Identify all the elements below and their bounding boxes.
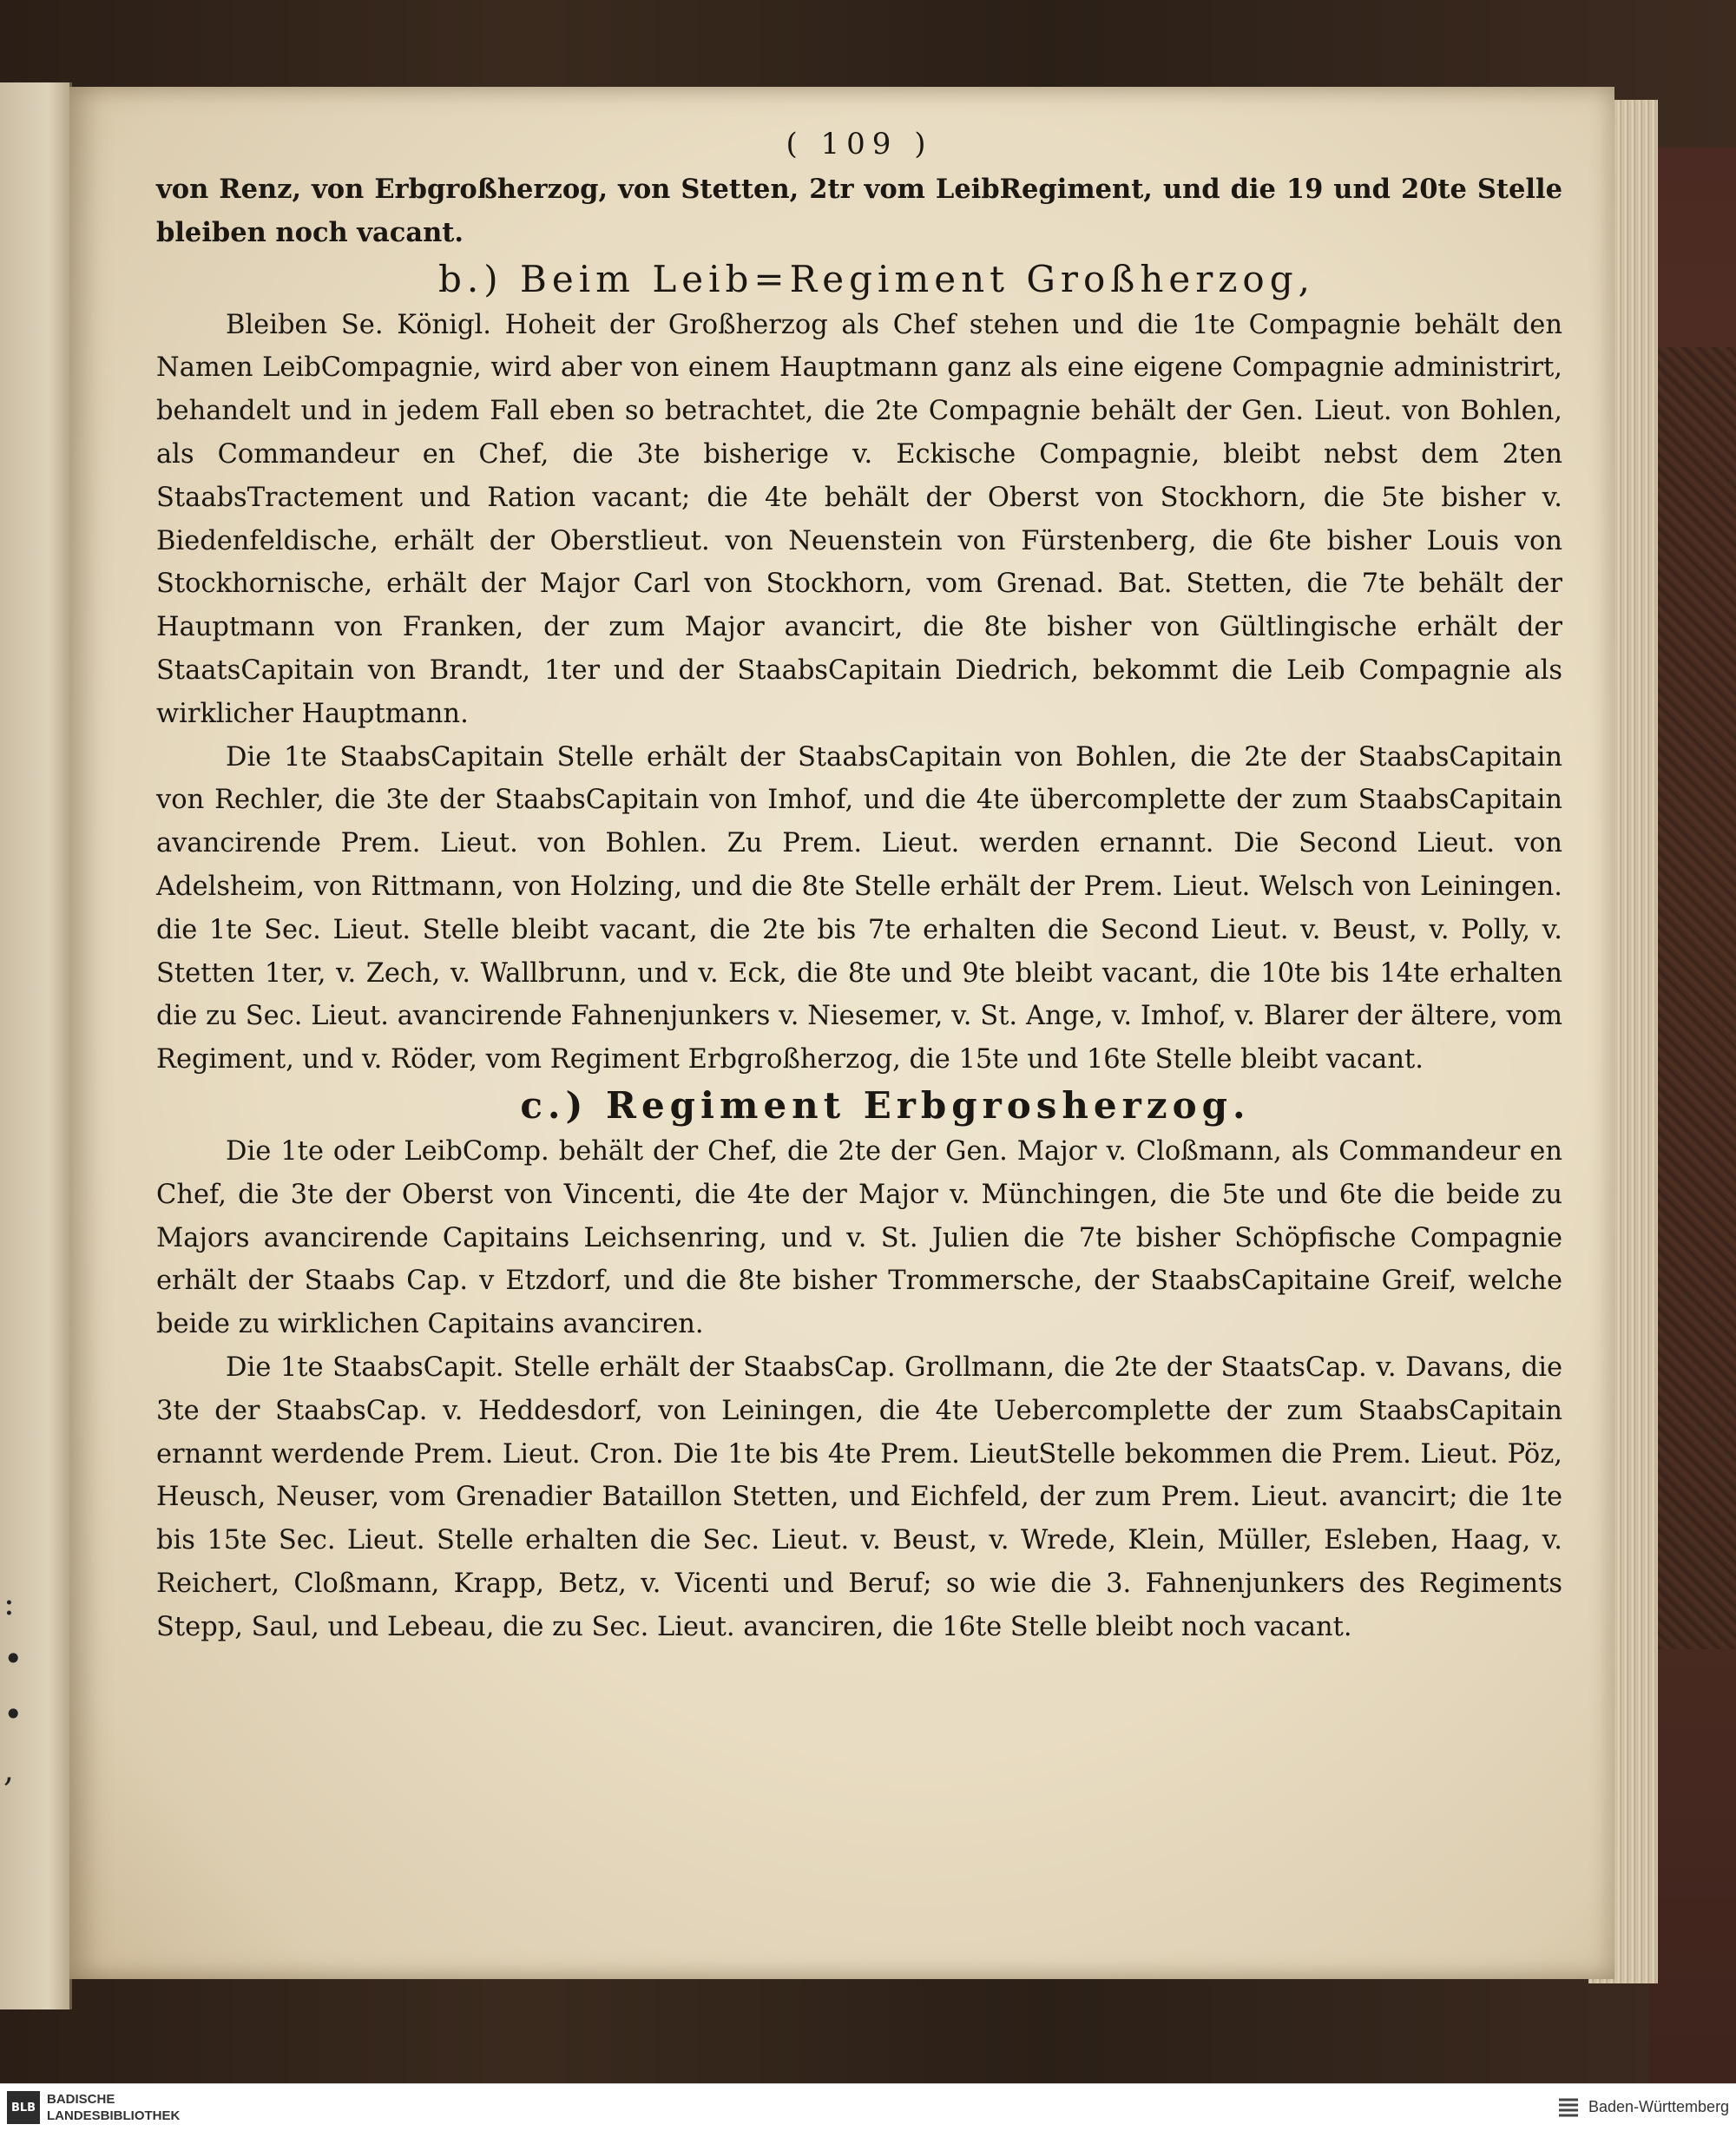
paragraph-staabscapit-stelle: Die 1te StaabsCapit. Stelle erhält der StaabsCap. Grollmann, die 2te der StaatsCap. v. Davans, die 3te der StaabsCap. v. Heddesdorf, von Leiningen, die 4te Uebercomplette der zum StaabsCapitain ernannt werdende Prem. Lieut. Cron. Die 1te bis 4te Prem. LieutStelle bekommen die Prem. Lieut. Pöz, Heusch, Neuser, vom Grenadier Bataillon Stetten, und Eichfeld, der zum Prem. Lieut. avancirt; die 1te bis 15te Sec. Lieut. Stelle erhalten die Sec. Lieut. v. Beust, v. Wrede, Klein, Müller, Esleben, Haag, v. Reichert, Cloßmann, Krapp, Betz, v. Vicenti und Beruf; so wie die 3. Fahnenjunkers des Regiments Stepp, Saul, und Lebeau, die zu Sec. Lieut. avanciren, die 16te Stelle bleibt noch vacant. [156,1352,1562,1642]
left-page-marks: : • • , [3,1584,23,1789]
state-coat-of-arms-icon [1555,2095,1581,2121]
section-heading-b: b.) Beim Leib=Regiment Großherzog, [438,257,1315,300]
section-heading-c: c.) Regiment Erbgrosherzog. [520,1083,1251,1127]
paragraph-regiment-erbgrosherzog: Die 1te oder LeibComp. behält der Chef, die 2te der Gen. Major v. Cloßmann, als Commandeur en Chef, die 3te der Oberst von Vincenti, die 4te der Major v. Münchingen, die 5te und 6te die beide zu Majors avancirende Capitains Leichsenring, und v. St. Julien die 7te bisher Schöpfische Compagnie erhält der Staabs Cap. v Etzdorf, und die 8te bisher Trommersche, der StaabsCapitaine Greif, welche beide zu wirklichen Capitains avanciren. [156,1135,1562,1340]
paragraph-staabscapitain: Die 1te StaabsCapitain Stelle erhält der StaabsCapitain von Bohlen, die 2te der StaabsCapitain von Rechler, die 3te der StaabsCapitain von Imhof, und die 4te übercomplette der zum StaabsCapitain avancirende Prem. Lieut. von Bohlen. Zu Prem. Lieut. werden ernannt. Die Second Lieut. von Adelsheim, von Rittmann, von Holzing, und die 8te Stelle erhält der Prem. Lieut. Welsch von Leiningen. die 1te Sec. Lieut. Stelle bleibt vacant, die 2te bis 7te erhalten die Second Lieut. v. Beust, v. Polly, v. Stetten 1ter, v. Zech, v. Wallbrunn, und v. Eck, die 8te und 9te bleibt vacant, die 10te bis 14te erhalten die zu Sec. Lieut. avancirende Fahnenjunkers v. Niesemer, v. St. Ange, v. Imhof, v. Blarer der ältere, vom Regiment, und v. Röder, vom Regiment Erbgroßherzog, die 15te und 16te Stelle bleibt vacant. [156,741,1562,1075]
blb-logo-icon[interactable]: BLB [7,2091,40,2124]
page-number: ( 109 ) [786,127,933,161]
page-text [156,120,1562,1649]
book-page [69,87,1614,1979]
state-name[interactable]: Baden-Württemberg [1588,2098,1730,2115]
paragraph-leib-regiment: Bleiben Se. Königl. Hoheit der Großherzog als Chef stehen und die 1te Compagnie behält den Namen LeibCompagnie, wird aber von einem Hauptmann ganz als eine eigene Compagnie administrirt, behandelt und in jedem Fall eben so betrachtet, die 2te Compagnie behält der Gen. Lieut. von Bohlen, als Commandeur en Chef, die 3te bisherige v. Eckische Compagnie, bleibt nebst dem 2ten StaabsTractement und Ration vacant; die 4te behält der Oberst von Stockhorn, die 5te bisher v. Biedenfeldische, erhält der Oberstlieut. von Neuenstein von Fürstenberg, die 6te bisher Louis von Stockhornische, erhält der Major Carl von Stockhorn, vom Grenad. Bat. Stetten, die 7te behält der Hauptmann von Franken, der zum Major avancirt, die 8te bisher von Gültlingische erhält der StaatsCapitain von Brandt, 1ter und der StaabsCapitain Diedrich, bekommt die Leib Compagnie als wirklicher Hauptmann. [156,309,1562,729]
paragraph-continuation: von Renz, von Erbgroßherzog, von Stetten, 2tr vom LeibRegiment, und die 19 und 20te Stelle bleiben noch vacant. [156,174,1562,248]
left-page-edge [0,82,72,2009]
viewer-footer [0,2083,1736,2131]
library-name[interactable]: BADISCHE LANDESBIBLIOTHEK [47,2092,181,2123]
